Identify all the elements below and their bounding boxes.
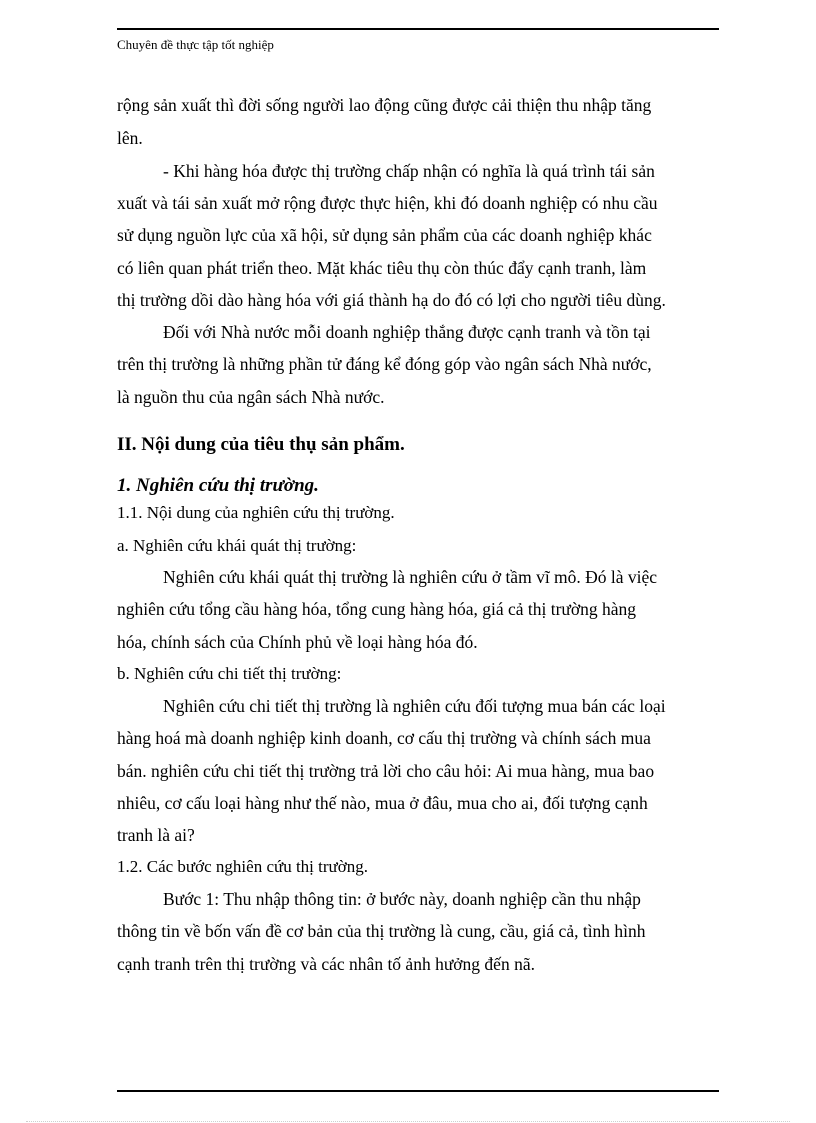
body-line: bán. nghiên cứu chi tiết thị trường trả lời cho câu hỏi: Ai mua hàng, mua bao: [117, 761, 655, 781]
body-line: a. Nghiên cứu khái quát thị trường:: [117, 536, 357, 555]
header-rule: [117, 28, 719, 30]
running-header: Chuyên đề thực tập tốt nghiệp: [117, 37, 274, 52]
body-line: tranh là ai?: [117, 825, 195, 845]
body-line: Đối với Nhà nước mỗi doanh nghiệp thắng được cạnh tranh và tồn tại: [163, 322, 651, 342]
body-line: sử dụng nguồn lực của xã hội, sử dụng sản phẩm của các doanh nghiệp khác: [117, 225, 652, 245]
body-line: - Khi hàng hóa được thị trường chấp nhận có nghĩa là quá trình tái sản: [163, 161, 655, 181]
body-line: lên.: [117, 128, 143, 148]
body-line: Nghiên cứu chi tiết thị trường là nghiên cứu đối tượng mua bán các loại: [163, 696, 666, 716]
section-heading: II. Nội dung của tiêu thụ sản phẩm.: [117, 434, 405, 455]
body-line: Nghiên cứu khái quát thị trường là nghiên cứu ở tầm vĩ mô. Đó là việc: [163, 567, 658, 587]
body-line: rộng sản xuất thì đời sống người lao động cũng được cải thiện thu nhập tăng: [117, 95, 652, 115]
footer-rule: [117, 1090, 719, 1092]
body-line: thông tin về bốn vấn đề cơ bản của thị trường là cung, cầu, giá cả, tình hình: [117, 921, 646, 941]
subsection-heading: 1. Nghiên cứu thị trường.: [117, 475, 319, 496]
body-line: nghiên cứu tổng cầu hàng hóa, tổng cung hàng hóa, giá cả thị trường hàng: [117, 599, 637, 619]
body-line: nhiêu, cơ cấu loại hàng như thế nào, mua ở đâu, mua cho ai, đối tượng cạnh: [117, 793, 648, 813]
body-line: xuất và tái sản xuất mở rộng được thực hiện, khi đó doanh nghiệp có nhu cầu: [117, 193, 658, 213]
body-line: 1.1. Nội dung của nghiên cứu thị trường.: [117, 503, 395, 522]
body-line: hàng hoá mà doanh nghiệp kinh doanh, cơ cấu thị trường và chính sách mua: [117, 728, 651, 748]
body-line: cạnh tranh trên thị trường và các nhân tố ảnh hưởng đến nã.: [117, 954, 535, 974]
body-line: b. Nghiên cứu chi tiết thị trường:: [117, 664, 342, 683]
body-line: 1.2. Các bước nghiên cứu thị trường.: [117, 857, 368, 876]
page-edge: [26, 1121, 790, 1122]
body-line: trên thị trường là những phần tử đáng kể đóng góp vào ngân sách Nhà nước,: [117, 354, 652, 374]
body-line: có liên quan phát triển theo. Mặt khác tiêu thụ còn thúc đẩy cạnh tranh, làm: [117, 258, 647, 278]
body-line: hóa, chính sách của Chính phủ về loại hàng hóa đó.: [117, 632, 478, 652]
body-line: thị trường dồi dào hàng hóa với giá thành hạ do đó có lợi cho người tiêu dùng.: [117, 290, 666, 310]
body-line: là nguồn thu của ngân sách Nhà nước.: [117, 387, 385, 407]
body-line: Bước 1: Thu nhập thông tin: ở bước này, doanh nghiệp cần thu nhập: [163, 889, 641, 909]
